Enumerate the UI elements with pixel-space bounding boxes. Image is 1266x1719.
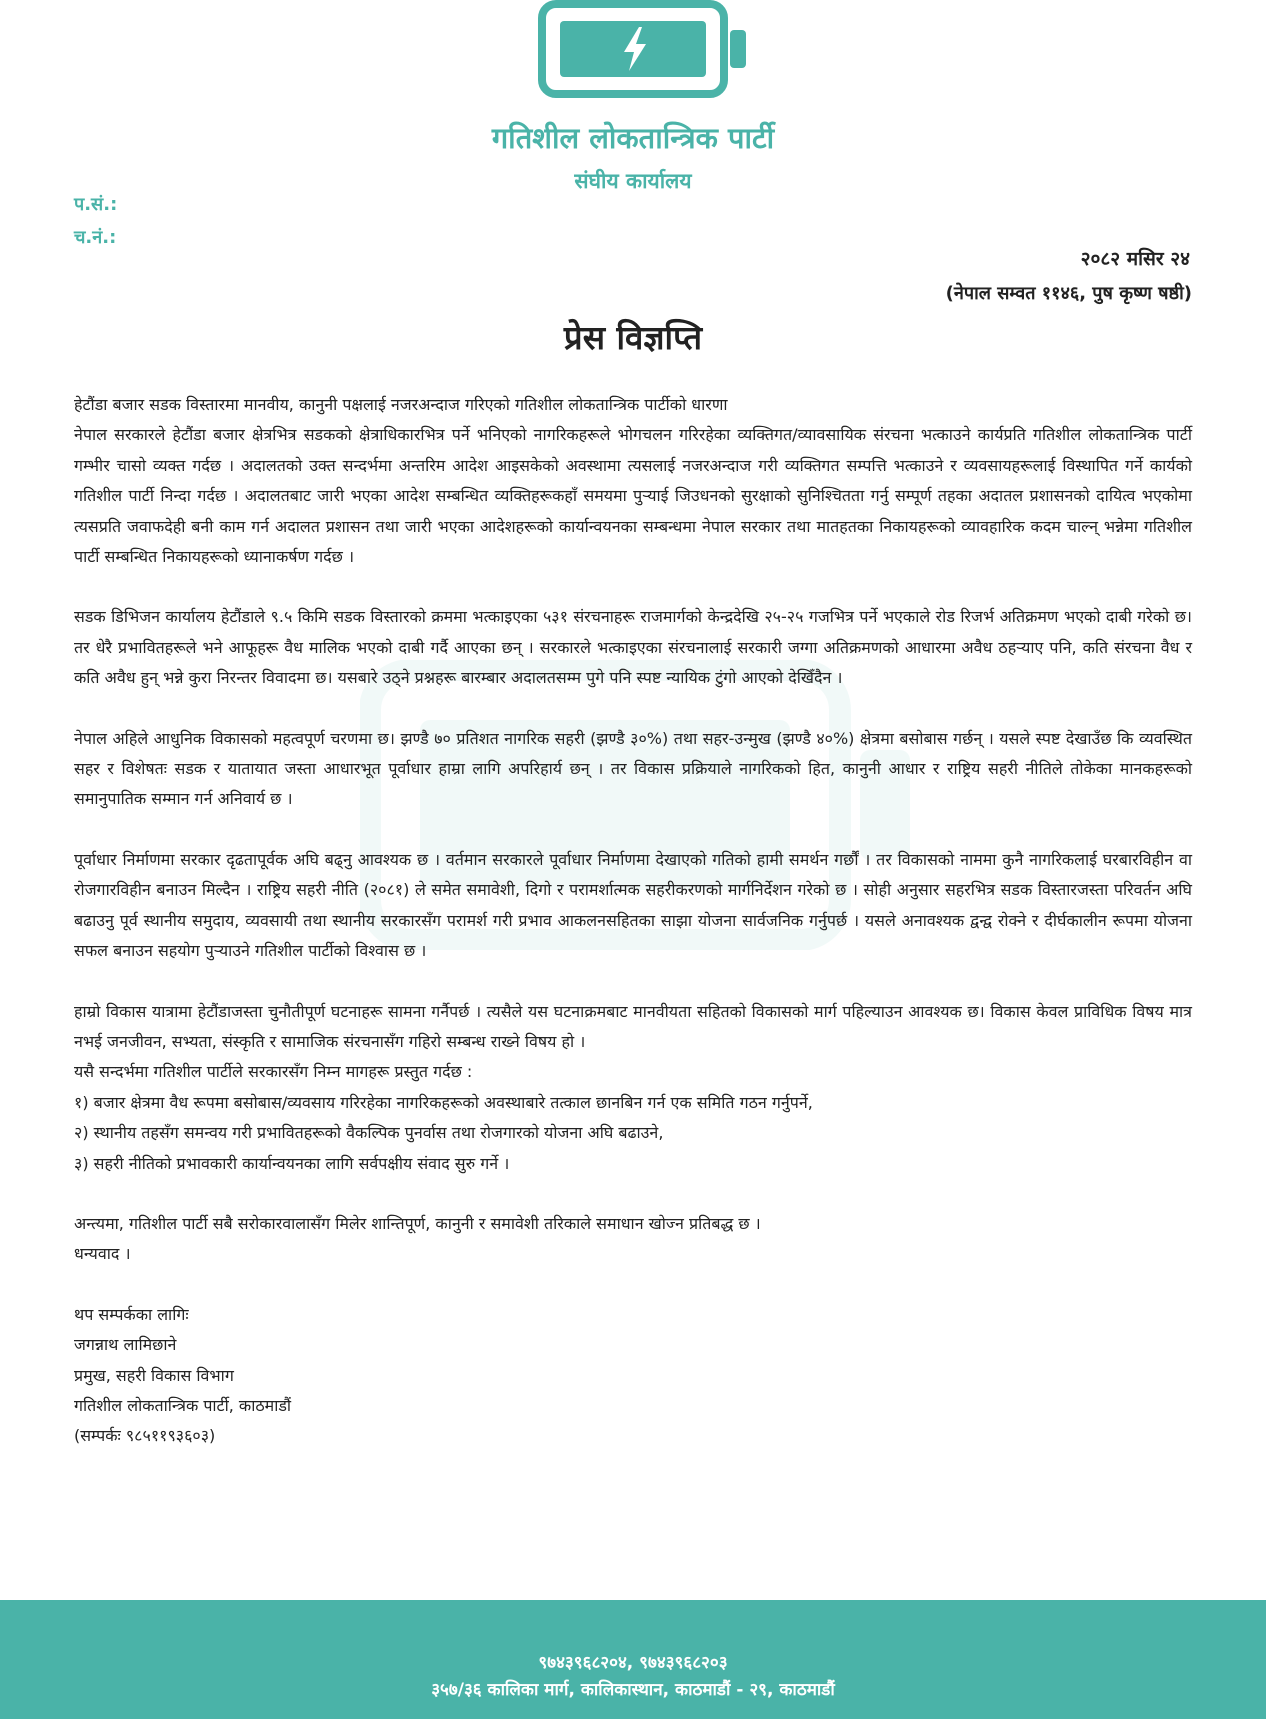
headline: हेटौंडा बजार सडक विस्तारमा मानवीय, कानुनी पक्षलाई नजरअन्दाज गरिएको गतिशील लोकतान्त्रिक पार्टीको धारणा bbox=[74, 395, 728, 414]
contact-organization: गतिशील लोकतान्त्रिक पार्टी, काठमाडौं bbox=[74, 1395, 292, 1415]
document-title: प्रेस विज्ञप्ति bbox=[563, 318, 703, 357]
paragraph-2: सडक डिभिजन कार्यालय हेटौंडाले ९.५ किमि सडक विस्तारको क्रममा भत्काइएका ५३१ संरचनाहरू राजमार्गको केन्द्रदेखि २५-२५ गजभित्र पर्ने भएकाले रोड रिजर्भ अतिक्रमण भएको दाबी गरेको छ। तर धेरै प्रभावितहरूले भने आफूहरू वैध मालिक भएको दाबी गर्दै आएका छन् । सरकारले भत्काइएका संरचनालाई सरकारी जग्गा अतिक्रमणको आधारमा अवैध ठहऱ्याए पनि, कति संरचना वैध र कति अवैध हुन् भन्ने कुरा निरन्तर विवादमा छ। यसबारे उठ्ने प्रश्नहरू बारम्बार अदालतसम्म पुगे पनि स्पष्ट न्यायिक टुंगो आएको देखिँदैन । bbox=[74, 607, 1192, 688]
demands-intro: यसै सन्दर्भमा गतिशील पार्टीले सरकारसँग निम्न मागहरू प्रस्तुत गर्दछ : bbox=[74, 1062, 473, 1082]
footer-address: ३५७/३६ कालिका मार्ग, कालिकास्थान, काठमाडौं - २९, काठमाडौं bbox=[431, 1680, 835, 1700]
paragraph-4: पूर्वाधार निर्माणमा सरकार दृढतापूर्वक अघि बढ्नु आवश्यक छ । वर्तमान सरकारले पूर्वाधार निर्माणमा देखाएको गतिको हामी समर्थन गर्छौं । तर विकासको नाममा कुनै नागरिकलाई घरबारविहीन वा रोजगारविहीन बनाउन मिल्दैन । राष्ट्रिय सहरी नीति (२०८१) ले समेत समावेशी, दिगो र परामर्शात्मक सहरीकरणको मार्गनिर्देशन गरेको छ । सोही अनुसार सहरभित्र सडक विस्तारजस्ता परिवर्तन अघि बढाउनु पूर्व स्थानीय समुदाय, व्यवसायी तथा स्थानीय सरकारसँग परामर्श गरी प्रभाव आकलनसहितका साझा योजना सार्वजनिक गर्नुपर्छ । यसले अनावश्यक द्वन्द्व रोक्ने र दीर्घकालीन रूपमा योजना सफल बनाउन सहयोग पुऱ्याउने गतिशील पार्टीको विश्वास छ । bbox=[74, 849, 1192, 961]
paragraph-5: हाम्रो विकास यात्रामा हेटौंडाजस्ता चुनौतीपूर्ण घटनाहरू सामना गर्नैपर्छ । त्यसैले यस घटनाक्रमबाट मानवीयता सहितको विकासको मार्ग पहिल्याउन आवश्यक छ। विकास केवल प्राविधिक विषय मात्र नभई जनजीवन, सभ्यता, संस्कृति र सामाजिक संरचनासँग गहिरो सम्बन्ध राख्ने विषय हो । bbox=[74, 1001, 1192, 1051]
paragraph-3: नेपाल अहिले आधुनिक विकासको महत्वपूर्ण चरणमा छ। झण्डै ७० प्रतिशत नागरिक सहरी (झण्डै ३०%) तथा सहर-उन्मुख (झण्डै ४०%) क्षेत्रमा बसोबास गर्छन् । यसले स्पष्ट देखाउँछ कि व्यवस्थित सहर र विशेषतः सडक र यातायात जस्ता आधारभूत पूर्वाधार हाम्रा लागि अपरिहार्य छन् । तर विकास प्रक्रियाले नागरिकको हित, कानुनी आधार र राष्ट्रिय सहरी नीतिले तोकेका मानकहरूको समानुपातिक सम्मान गर्न अनिवार्य छ । bbox=[74, 728, 1192, 809]
date-nepal-sambat: (नेपाल सम्वत ११४६, पुष कृष्ण षष्ठी) bbox=[945, 283, 1192, 304]
demand-item: २) स्थानीय तहसँग समन्वय गरी प्रभावितहरूको वैकल्पिक पुनर्वास तथा रोजगारको योजना अघि बढाउने, bbox=[74, 1123, 664, 1143]
footer-phones: ९७४३९६८२०४, ९७४३९६८२०३ bbox=[538, 1653, 728, 1673]
paragraph-1: नेपाल सरकारले हेटौंडा बजार क्षेत्रभित्र सडकको क्षेत्राधिकारभित्र पर्ने भनिएको नागरिकहरूले भोगचलन गरिरहेका व्यक्तिगत/व्यावसायिक संरचना भत्काउने कार्यप्रति गतिशील लोकतान्त्रिक पार्टी गम्भीर चासो व्यक्त गर्दछ । अदालतको उक्त सन्दर्भमा अन्तरिम आदेश आइसकेको अवस्थामा त्यसलाई नजरअन्दाज गरी व्यक्तिगत सम्पत्ति भत्काउने र व्यवसायहरूलाई विस्थापित गर्ने कार्यको गतिशील पार्टी निन्दा गर्दछ । अदालतबाट जारी भएका आदेश सम्बन्धित व्यक्तिहरूकहाँ समयमा पुऱ्याई जिउधनको सुरक्षाको सुनिश्चितता गर्नु सम्पूर्ण तहका अदातल प्रशासनको दायित्व भएकोमा त्यसप्रति जवाफदेही बनी काम गर्न अदालत प्रशासन तथा जारी भएका आदेशहरूको कार्यान्वयनका सम्बन्धमा नेपाल सरकार तथा मातहतका निकायहरूको व्यावहारिक कदम चाल्न् भन्नेमा गतिशील पार्टी सम्बन्धित निकायहरूको ध्यानाकर्षण गर्दछ । bbox=[74, 425, 1192, 567]
reference-number-label: प.सं.: bbox=[74, 194, 118, 215]
office-name: संघीय कार्यालय bbox=[574, 169, 692, 193]
contact-position: प्रमुख, सहरी विकास विभाग bbox=[74, 1365, 234, 1385]
dispatch-number-label: च.नं.: bbox=[74, 227, 117, 248]
demand-item: ३) सहरी नीतिको प्रभावकारी कार्यान्वयनका लागि सर्वपक्षीय संवाद सुरु गर्ने । bbox=[74, 1153, 510, 1173]
party-name: गतिशील लोकतान्त्रिक पार्टी bbox=[491, 121, 775, 155]
contact-name: जगन्नाथ लामिछाने bbox=[74, 1335, 177, 1355]
contact-heading: थप सम्पर्कका लागिः bbox=[74, 1304, 189, 1324]
footer-bar bbox=[0, 1600, 1266, 1719]
contact-phone: (सम्पर्कः ९८५११९३६०३) bbox=[74, 1426, 216, 1446]
demand-item: १) बजार क्षेत्रमा वैध रूपमा बसोबास/व्यवसाय गरिरहेका नागरिकहरूको अवस्थाबारे तत्काल छानबिन गर्न एक समिति गठन गर्नुपर्ने, bbox=[74, 1092, 813, 1112]
date-bs: २०८२ मसिर २४ bbox=[1080, 248, 1190, 270]
press-release-body bbox=[74, 390, 1192, 1482]
closing-statement: अन्त्यमा, गतिशील पार्टी सबै सरोकारवालासँग मिलेर शान्तिपूर्ण, कानुनी र समावेशी तरिकाले समाधान खोज्न प्रतिबद्ध छ । bbox=[74, 1213, 761, 1233]
thanks: धन्यवाद । bbox=[74, 1244, 131, 1264]
battery-logo-icon bbox=[538, 0, 756, 100]
